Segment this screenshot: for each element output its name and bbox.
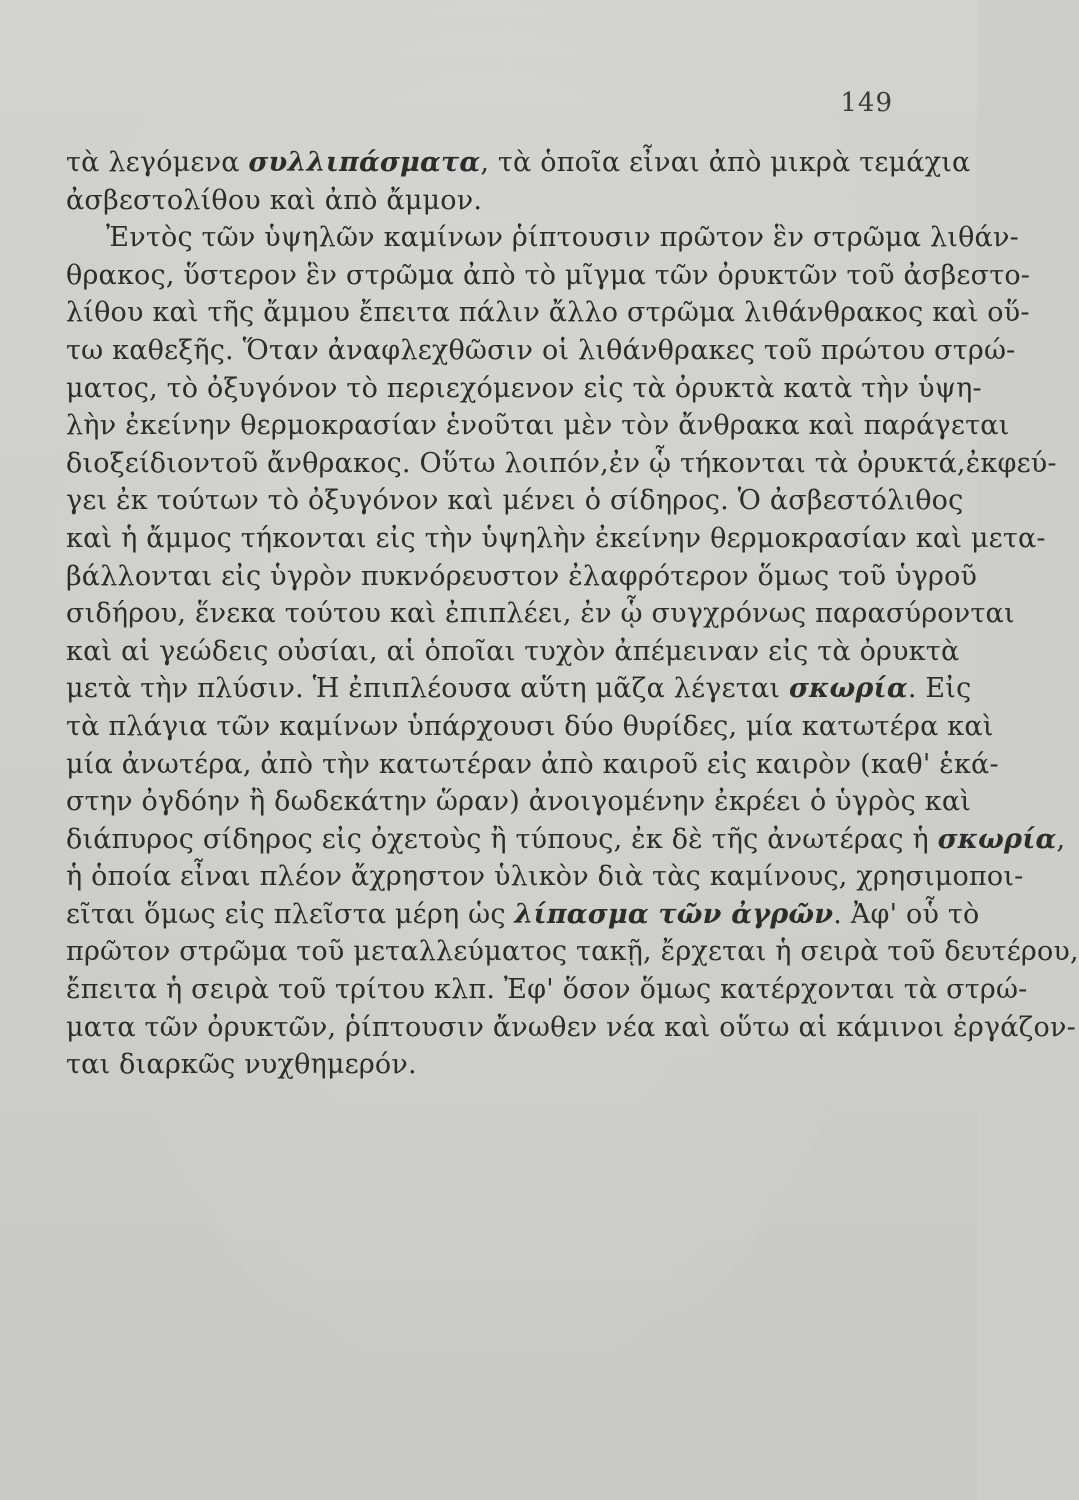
text-segment: ται διαρκῶς νυχθημερόν.: [66, 1049, 417, 1081]
text-segment: τω καθεξῆς. Ὅταν ἀναφλεχθῶσιν οἱ λιθάνθρακες τοῦ πρώτου στρώ-: [66, 334, 1016, 366]
text-line: [66, 144, 971, 182]
text-segment: λὴν ἐκείνην θερμοκρασίαν ἑνοῦται μὲν τὸν ἄνθρακα καὶ παράγεται: [66, 410, 1010, 442]
text-line: [66, 558, 978, 596]
text-segment: Ἐντὸς τῶν ὑψηλῶν καμίνων ῥίπτουσιν πρῶτον ἓν στρῶμα λιθάν-: [106, 222, 1019, 254]
text-segment: ἡ ὁποία εἶναι πλέον ἄχρηστον ὑλικὸν διὰ τὰς καμίνους, χρησιμοποι-: [66, 861, 1024, 893]
emphasized-term: συλλιπάσματα: [248, 147, 481, 178]
text-line: [66, 445, 1057, 483]
text-line: [66, 821, 1066, 859]
text-line: [66, 858, 1024, 896]
text-line: [66, 971, 1028, 1009]
text-segment: ἀσβεστολίθου καὶ ἀπὸ ἄμμον.: [66, 184, 483, 216]
text-segment: μετὰ τὴν πλύσιν. Ἡ ἐπιπλέουσα αὕτη μᾶζα λέγεται: [66, 673, 789, 705]
text-segment: πρῶτον στρῶμα τοῦ μεταλλεύματος τακῇ, ἔρχεται ἡ σειρὰ τοῦ δευτέρου,: [66, 936, 1079, 968]
text-line: [66, 370, 982, 408]
text-line: [66, 933, 1079, 971]
text-segment: εῖται ὅμως εἰς πλεῖστα μέρη ὡς: [66, 898, 515, 930]
text-segment: θρακος, ὕστερον ἓν στρῶμα ἀπὸ τὸ μῖγμα τῶν ὀρυκτῶν τοῦ ἀσβεστο-: [66, 259, 1031, 291]
emphasized-term: σκωρία: [937, 823, 1057, 855]
text-line: [66, 1046, 911, 1084]
text-segment: . Ἀφ' οὗ τὸ: [833, 898, 980, 930]
text-line: [66, 520, 1046, 558]
text-line: [66, 257, 1031, 295]
text-segment: στην ὀγδόην ἢ δωδεκάτην ὥραν) ἀνοιγομένην ἐκρέει ὁ ὑγρὸς καὶ: [66, 786, 972, 818]
text-segment: γει ἐκ τούτων τὸ ὀξυγόνον καὶ μένει ὁ σίδηρος. Ὁ ἀσβεστόλιθος: [66, 485, 964, 517]
text-segment: ἔπειτα ἡ σειρὰ τοῦ τρίτου κλπ. Ἐφ' ὅσον ὅμως κατέρχονται τὰ στρώ-: [66, 974, 1028, 1006]
text-line: [66, 294, 1030, 332]
body-text: [66, 144, 1079, 1084]
text-segment: διάπυρος σίδηρος εἰς ὀχετοὺς ἢ τύπους, ἐκ δὲ τῆς ἀνωτέρας ἡ: [66, 823, 938, 855]
text-line: [66, 633, 960, 671]
text-line: [66, 783, 972, 821]
text-line: [66, 182, 911, 220]
text-line: [66, 219, 1019, 257]
text-line: [66, 332, 1016, 370]
text-segment: διοξείδιοντοῦ ἄνθρακος. Οὕτω λοιπόν,ἐν ᾧ τήκονται τὰ ὀρυκτά,ἐκφεύ-: [66, 447, 1057, 479]
text-line: [66, 595, 1015, 633]
text-line: [66, 482, 964, 520]
emphasized-term: λίπασμα τῶν ἀγρῶν: [514, 898, 834, 930]
text-segment: ματα τῶν ὀρυκτῶν, ῥίπτουσιν ἄνωθεν νέα καὶ οὕτω αἱ κάμινοι ἐργάζον-: [66, 1011, 1076, 1043]
text-line: [66, 670, 972, 708]
page-number: 149: [840, 88, 893, 118]
text-segment: καὶ ἡ ἄμμος τήκονται εἰς τὴν ὑψηλὴν ἐκείνην θερμοκρασίαν καὶ μετα-: [66, 522, 1046, 554]
emphasized-term: σκωρία: [788, 673, 908, 705]
text-segment: ,: [1056, 823, 1066, 855]
text-segment: . Εἰς: [907, 673, 972, 705]
text-segment: καὶ αἱ γεώδεις οὐσίαι, αἱ ὁποῖαι τυχὸν ἀπέμειναν εἰς τὰ ὀρυκτὰ: [66, 635, 960, 667]
text-line: [66, 1009, 1076, 1047]
text-segment: λίθου καὶ τῆς ἄμμου ἔπειτα πάλιν ἄλλο στρῶμα λιθάνθρακος καὶ οὕ-: [66, 297, 1030, 329]
text-segment: ματος, τὸ ὀξυγόνον τὸ περιεχόμενον εἰς τὰ ὀρυκτὰ κατὰ τὴν ὑψη-: [66, 372, 982, 404]
text-segment: σιδήρου, ἕνεκα τούτου καὶ ἐπιπλέει, ἐν ᾧ συγχρόνως παρασύρονται: [66, 598, 1015, 630]
text-segment: τὰ λεγόμενα: [66, 147, 249, 178]
text-line: [66, 896, 980, 934]
text-segment: τὰ πλάγια τῶν καμίνων ὑπάρχουσι δύο θυρίδες, μία κατωτέρα καὶ: [66, 710, 994, 742]
text-line: [66, 407, 1010, 445]
text-line: [66, 746, 999, 784]
text-line: [66, 708, 994, 746]
text-segment: , τὰ ὁποῖα εἶναι ἀπὸ μικρὰ τεμάχια: [480, 147, 971, 178]
text-segment: βάλλονται εἰς ὑγρὸν πυκνόρευστον ἐλαφρότερον ὅμως τοῦ ὑγροῦ: [66, 560, 978, 592]
text-segment: μία ἀνωτέρα, ἀπὸ τὴν κατωτέραν ἀπὸ καιροῦ εἰς καιρὸν (καθ' ἑκά-: [66, 748, 999, 780]
